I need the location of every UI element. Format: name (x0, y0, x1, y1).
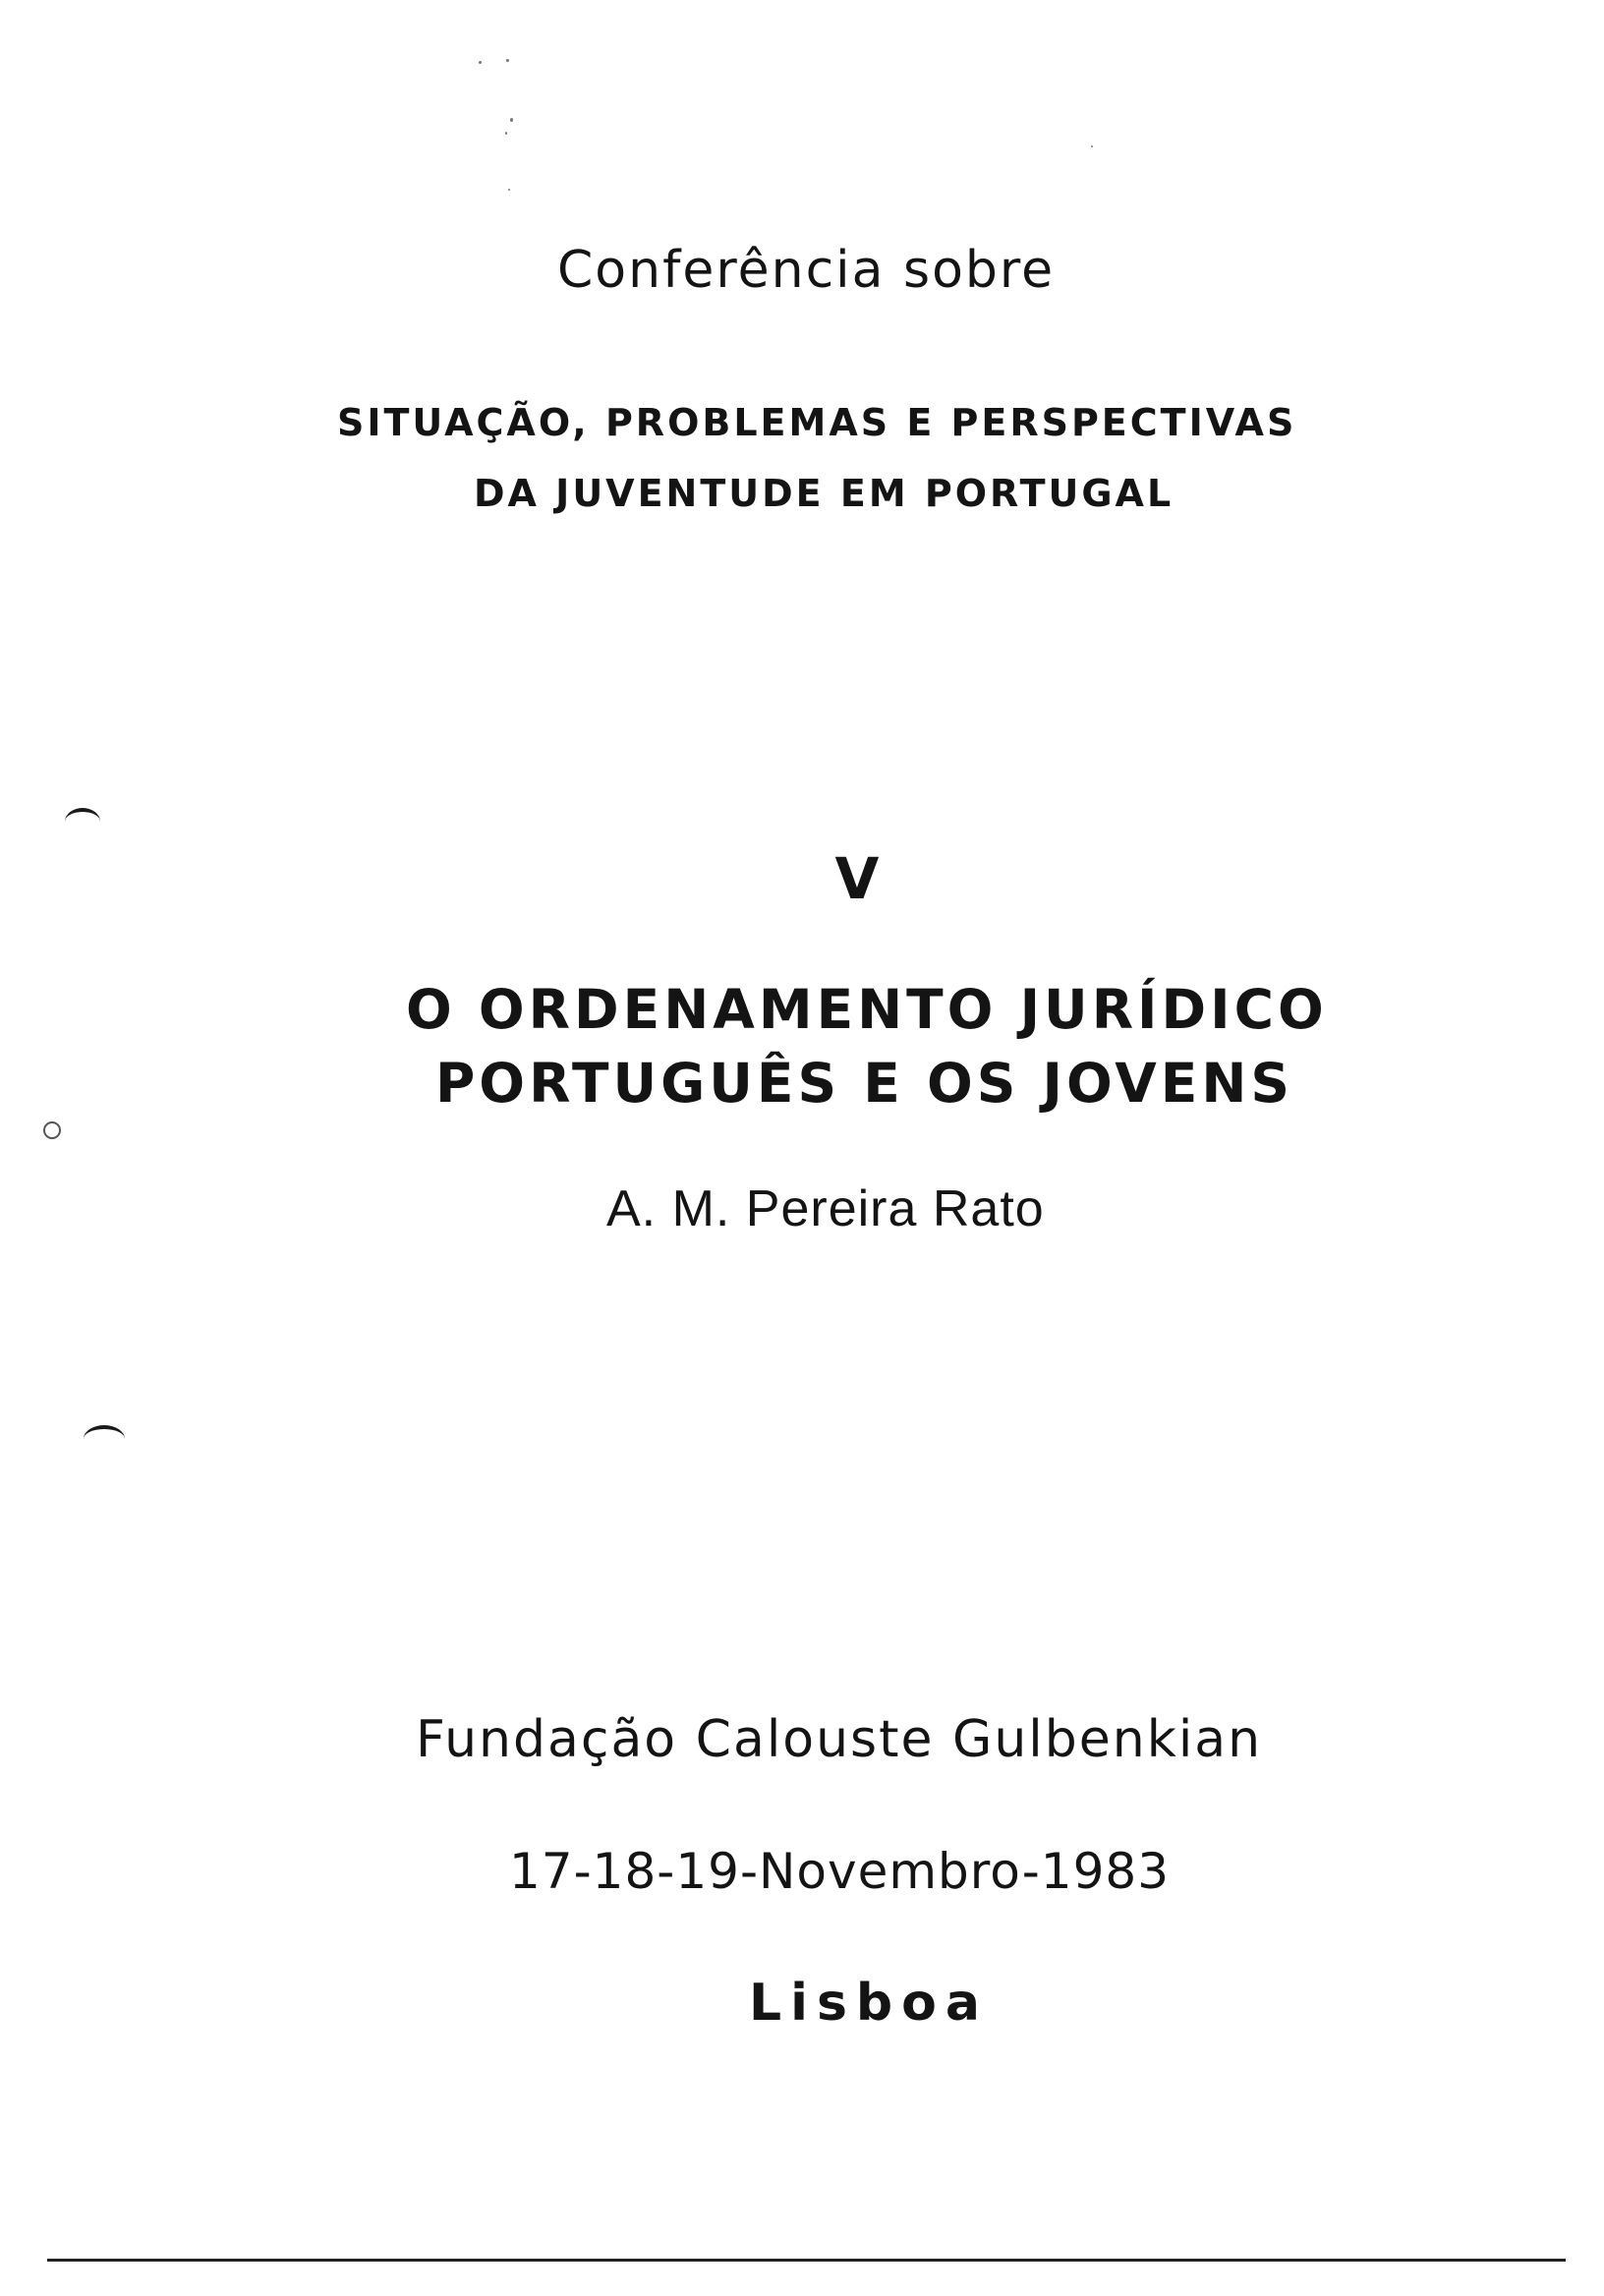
author-name: A. M. Pereira Rato (606, 1180, 1045, 1237)
punch-hole-mark (84, 1425, 125, 1453)
conference-dates: 17-18-19-Novembro-1983 (509, 1843, 1171, 1900)
conference-subject-line-2: DA JUVENTUDE EM PORTUGAL (474, 472, 1174, 515)
bottom-rule (47, 2259, 1566, 2262)
document-title-line-1: O ORDENAMENTO JURÍDICO (406, 978, 1328, 1041)
punch-hole-mark (65, 808, 100, 835)
conference-heading: Conferência sobre (557, 241, 1056, 300)
scan-speck (505, 132, 507, 135)
scan-speck (510, 118, 513, 122)
scan-speck (479, 61, 482, 64)
volume-number: V (834, 845, 880, 912)
scan-speck (506, 59, 509, 62)
scan-speck (508, 189, 510, 191)
city: Lisboa (749, 1974, 989, 2033)
scan-speck (1091, 145, 1093, 147)
conference-subject-line-1: SITUAÇÃO, PROBLEMAS E PERSPECTIVAS (337, 401, 1297, 444)
venue: Fundação Calouste Gulbenkian (416, 1710, 1263, 1769)
document-title-line-2: PORTUGUÊS E OS JOVENS (435, 1052, 1294, 1115)
punch-hole-ring (43, 1121, 61, 1139)
